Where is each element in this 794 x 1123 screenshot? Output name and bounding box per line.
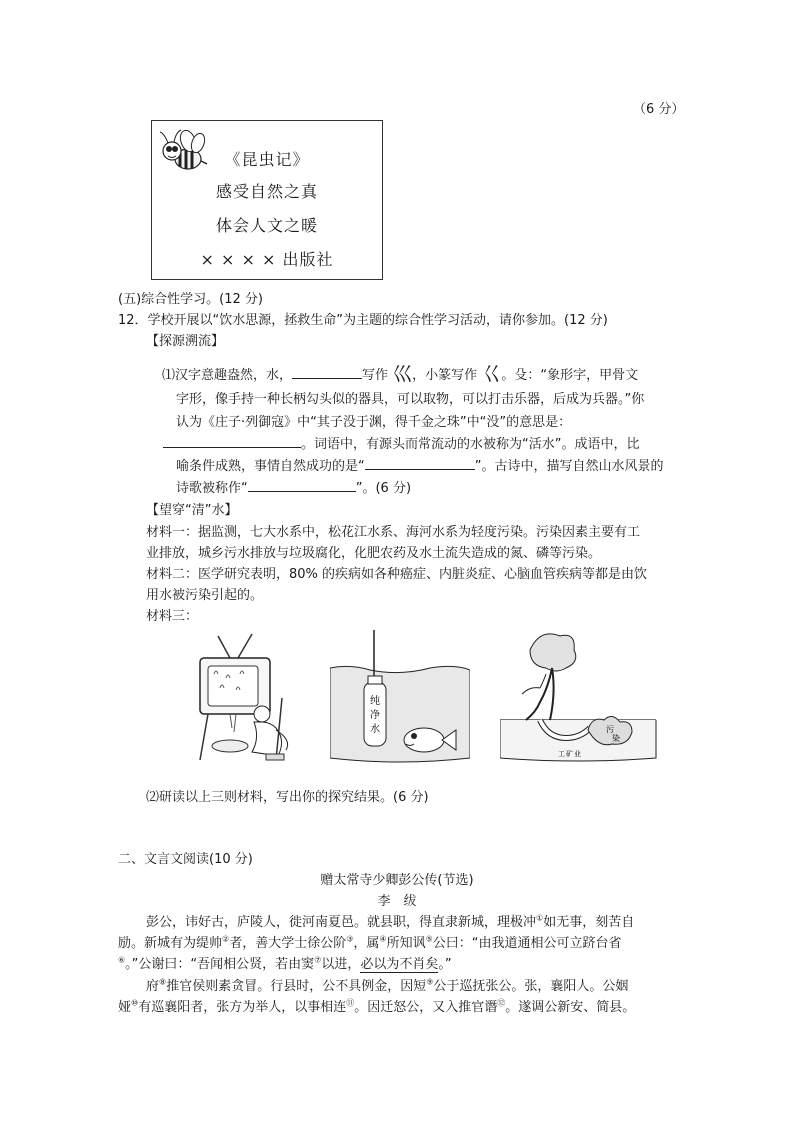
tree-pollution-illustration bbox=[500, 628, 660, 768]
bottle-char-3: 水 bbox=[370, 724, 380, 735]
material2-line2: 用水被污染引起的。 bbox=[146, 588, 264, 603]
book-cover-box bbox=[151, 120, 383, 280]
pipe-char-3: 业 bbox=[574, 750, 581, 758]
note-6: ⑥ bbox=[118, 955, 126, 965]
p1-l4-b: 。词语中，有源头而常流动的水被称为“活水”。成语中，比 bbox=[301, 437, 640, 452]
pipe-char-2: 矿 bbox=[566, 750, 573, 758]
p1-line5 bbox=[176, 455, 664, 474]
note-7: ⑦ bbox=[314, 955, 322, 965]
article-title: 赠太常寺少卿彭公传(节选) bbox=[320, 873, 474, 888]
underlined-sentence: 必以为不肖矣 bbox=[360, 957, 439, 972]
para1-seg: 以进， bbox=[321, 957, 361, 972]
para1-seg: 励。新城有为缇帅 bbox=[118, 936, 223, 951]
p1-l6-a: 诗歌被称作“ bbox=[176, 481, 248, 496]
p1-l1-c: ，小篆写作 bbox=[412, 368, 478, 383]
oracle-water-icon: 巛 bbox=[392, 362, 413, 386]
bottle-char-1: 纯 bbox=[370, 696, 380, 707]
note-5: ⑤ bbox=[425, 934, 433, 944]
para2-line1 bbox=[146, 975, 628, 994]
para2-seg: 。遂调公新安、简县。 bbox=[505, 1000, 636, 1015]
p1-line1 bbox=[162, 362, 639, 386]
section2-heading: 二、文言文阅读(10 分) bbox=[118, 852, 253, 867]
material3-label: 材料三： bbox=[146, 609, 199, 624]
para2-seg: 府 bbox=[146, 979, 160, 994]
para1-seg: 如无事，刻苦自 bbox=[543, 915, 635, 930]
book-slogan-2: 体会人文之暖 bbox=[215, 216, 318, 235]
book-title: 《昆虫记》 bbox=[224, 150, 310, 169]
para1-seg: 彭公，讳好古，庐陵人，徙河南夏邑。就县职，得直隶新城，理极冲 bbox=[146, 915, 537, 930]
note-12: ⑫ bbox=[497, 998, 506, 1008]
note-9: ⑨ bbox=[426, 977, 434, 987]
blank-1[interactable] bbox=[292, 366, 362, 379]
material2-line1: 材料二：医学研究表明，80% 的疾病如各种癌症、内脏炎症、心脑血管疾病等都是由饮 bbox=[146, 567, 648, 582]
para1-seg: ，属 bbox=[353, 936, 380, 951]
note-11: ⑪ bbox=[346, 998, 355, 1008]
p1-l6-b: ”。(6 分) bbox=[355, 481, 412, 496]
para1-seg: 。” bbox=[438, 957, 452, 972]
book-publisher: × × × × 出版社 bbox=[200, 250, 334, 269]
para1-line2 bbox=[118, 932, 622, 951]
note-2: ② bbox=[222, 934, 230, 944]
pipe-char-1: 工 bbox=[558, 750, 565, 758]
score-label: （6 分） bbox=[633, 102, 685, 117]
para2-seg: 。因迁怒公，又入推官谮 bbox=[354, 1000, 498, 1015]
bottle-char-2: 净 bbox=[370, 710, 380, 721]
p2-prompt: ⑵研读以上三则材料，写出你的探究结果。(6 分) bbox=[146, 790, 429, 805]
seal-water-icon: 巜 bbox=[481, 362, 502, 386]
article-author: 李 绂 bbox=[377, 894, 417, 909]
blank-4[interactable] bbox=[248, 479, 356, 492]
note-4: ④ bbox=[379, 934, 387, 944]
para2-seg: 有巡襄阳者，张方为举人，以事相连 bbox=[138, 1000, 347, 1015]
p1-line2: 字形，像手持一种长柄勾头似的器具，可以取物，可以打击乐器，后成为兵器。”你 bbox=[176, 392, 645, 407]
fish-bottle-illustration bbox=[330, 628, 470, 768]
para1-seg: 者，善大学士徐公阶 bbox=[229, 936, 347, 951]
para1-line1 bbox=[146, 911, 634, 930]
para2-seg: 推官侯则素贪冒。行县时，公不具例金，因短 bbox=[166, 979, 427, 994]
p1-l5-b: ”。古诗中，描写自然山水风景的 bbox=[474, 459, 664, 474]
p1-line6 bbox=[176, 477, 411, 496]
q12-prompt: 12．学校开展以“饮水思源，拯救生命”为主题的综合性学习活动，请你参加。(12 分) bbox=[118, 313, 608, 328]
section5-heading: (五)综合性学习。(12 分) bbox=[118, 292, 263, 307]
p1-l1-a: ⑴汉字意趣盎然，水， bbox=[162, 368, 293, 383]
material1-line1: 材料一：据监测，七大水系中，松花江水系、海河水系为轻度污染。污染因素主要有工 bbox=[146, 525, 641, 540]
para1-seg: 。”公谢曰：“吾闻相公贤，若由窦 bbox=[125, 957, 315, 972]
blank-3[interactable] bbox=[365, 457, 475, 470]
para1-line3 bbox=[118, 953, 452, 972]
blank-2[interactable] bbox=[163, 435, 301, 448]
cloud-char-1: 污 bbox=[606, 725, 614, 734]
note-1: ① bbox=[536, 913, 544, 923]
note-10: ⑩ bbox=[131, 998, 139, 1008]
para2-seg: 公于巡抚张公。张，襄阳人。公姻 bbox=[433, 979, 629, 994]
p1-line4 bbox=[163, 433, 639, 452]
para2-line2 bbox=[118, 996, 635, 1015]
cloud-char-2: 染 bbox=[612, 734, 620, 743]
p1-l5-a: 喻条件成熟，事情自然成功的是“ bbox=[176, 459, 365, 474]
note-3: ③ bbox=[346, 934, 354, 944]
note-8: ⑧ bbox=[159, 977, 167, 987]
material1-line2: 业排放，城乡污水排放与垃圾腐化，化肥农药及水土流失造成的氮、磷等污染。 bbox=[146, 546, 602, 561]
tv-leak-illustration bbox=[190, 628, 320, 768]
para1-seg: 所知讽 bbox=[386, 936, 426, 951]
para1-seg: 公曰：“由我道通相公可立跻台省 bbox=[432, 936, 622, 951]
p1-line3: 认为《庄子·列御寇》中“其子没于渊，得千金之珠”中“没”的意思是： bbox=[176, 415, 572, 430]
p1-l1-d: 。殳：“象形字，甲骨文 bbox=[501, 368, 639, 383]
para2-seg: 娅 bbox=[118, 1000, 132, 1015]
tag-wangchuan: 【望穿“清”水】 bbox=[146, 503, 238, 518]
tag-tanyuan: 【探源溯流】 bbox=[146, 334, 225, 349]
book-slogan-1: 感受自然之真 bbox=[215, 182, 318, 201]
p1-l1-b: 写作 bbox=[362, 368, 389, 383]
